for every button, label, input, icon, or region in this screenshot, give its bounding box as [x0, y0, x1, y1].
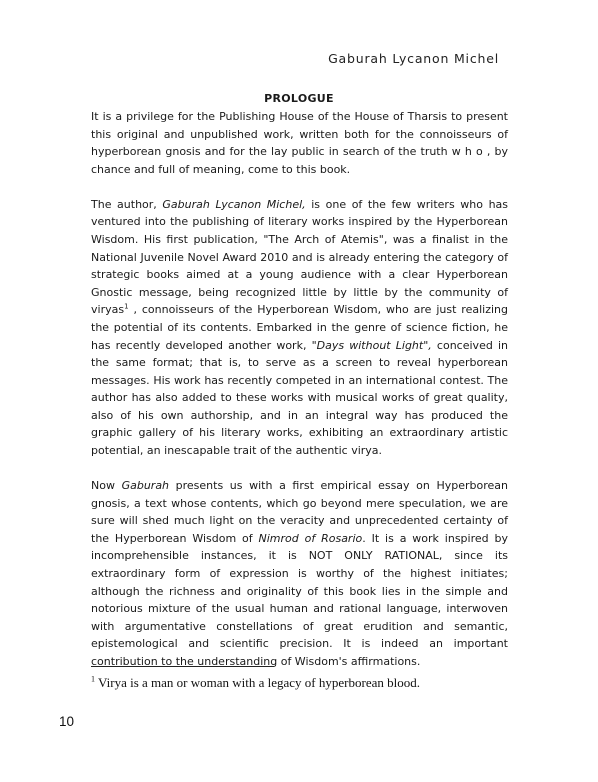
- paragraph-2: [91, 196, 508, 460]
- footnote: [91, 675, 511, 691]
- paragraph-3-text: presents us with a first empirical essay on Hyperborean gnosis, a text whose contents, which go beyond mere speculation, we are sure will shed much light on the veracity and unprecedented certainty of the Hyperborean Wisdom of: [91, 479, 509, 545]
- paragraph-1: It is a privilege for the Publishing House of the House of Tharsis to present this original and unpublished work, written both for the connoisseurs of hyperborean gnosis and for the lay public in search of the truth w h o , by chance and full of meaning, come to this book.: [91, 110, 508, 176]
- page-title: PROLOGUE: [264, 92, 334, 105]
- footnote-text: Virya is a man or woman with a legacy of hyperborean blood.: [95, 675, 420, 690]
- running-header-author: Gaburah Lycanon Michel: [328, 51, 499, 66]
- paragraph-3-text: Now: [91, 479, 122, 493]
- book-title-italic: "Days without Light",: [311, 338, 432, 352]
- paragraph-2-text: The author,: [91, 197, 163, 211]
- footnote-divider: [91, 666, 274, 667]
- footnote-reference[interactable]: 1: [124, 302, 129, 311]
- author-name-italic: Gaburah Lycanon Michel,: [162, 197, 306, 211]
- page-number: 10: [59, 714, 75, 729]
- paragraph-3: [91, 477, 508, 671]
- paragraph-2-text: , connoisseurs of the Hyperborean Wisdom, who are just realizing the potential of its contents. Embarked in the genre of science fiction, he has recently developed another work,: [91, 303, 508, 352]
- paragraph-3-text: . It is a work inspired by incomprehensible instances, it is NOT ONLY RATIONAL, since its extraordinary form of expression is worthy of the highest initiates; although the richness and originality of this book lies in the simple and notorious mixture of the usual human and rational language, interwoven with argumentative constellations of great erudition and semantic, epistemological and scientific precision. It is indeed an important contribution to the understanding of Wisdom's affirmations.: [91, 531, 508, 668]
- footnote-marker: 1: [91, 674, 95, 684]
- author-first-name-italic: Gaburah: [121, 479, 170, 493]
- prologue-body: [91, 108, 508, 688]
- nimrod-italic: Nimrod of Rosario: [258, 531, 363, 545]
- paragraph-2-text: conceived in the same format; that is, to serve as a screen to reveal hyperborean messages. His work has recently competed in an international contest. The author has also added to these works with musical works of great quality, also of his own authorship, and in an integral way has produced the graphic gallery of his literary works, exhibiting an extraordinary artistic potential, an inescapable trait of the authentic virya.: [91, 338, 508, 458]
- paragraph-2-text: is one of the few writers who has ventured into the publishing of literary works inspired by the Hyperborean Wisdom. His first publication, "The Arch of Atemis", was a finalist in the National Juvenile Novel Award 2010 and is already entering the category of strategic books aimed at a young audience with a clear Hyperborean Gnostic message, being recognized little by little by the community of viryas: [91, 197, 509, 317]
